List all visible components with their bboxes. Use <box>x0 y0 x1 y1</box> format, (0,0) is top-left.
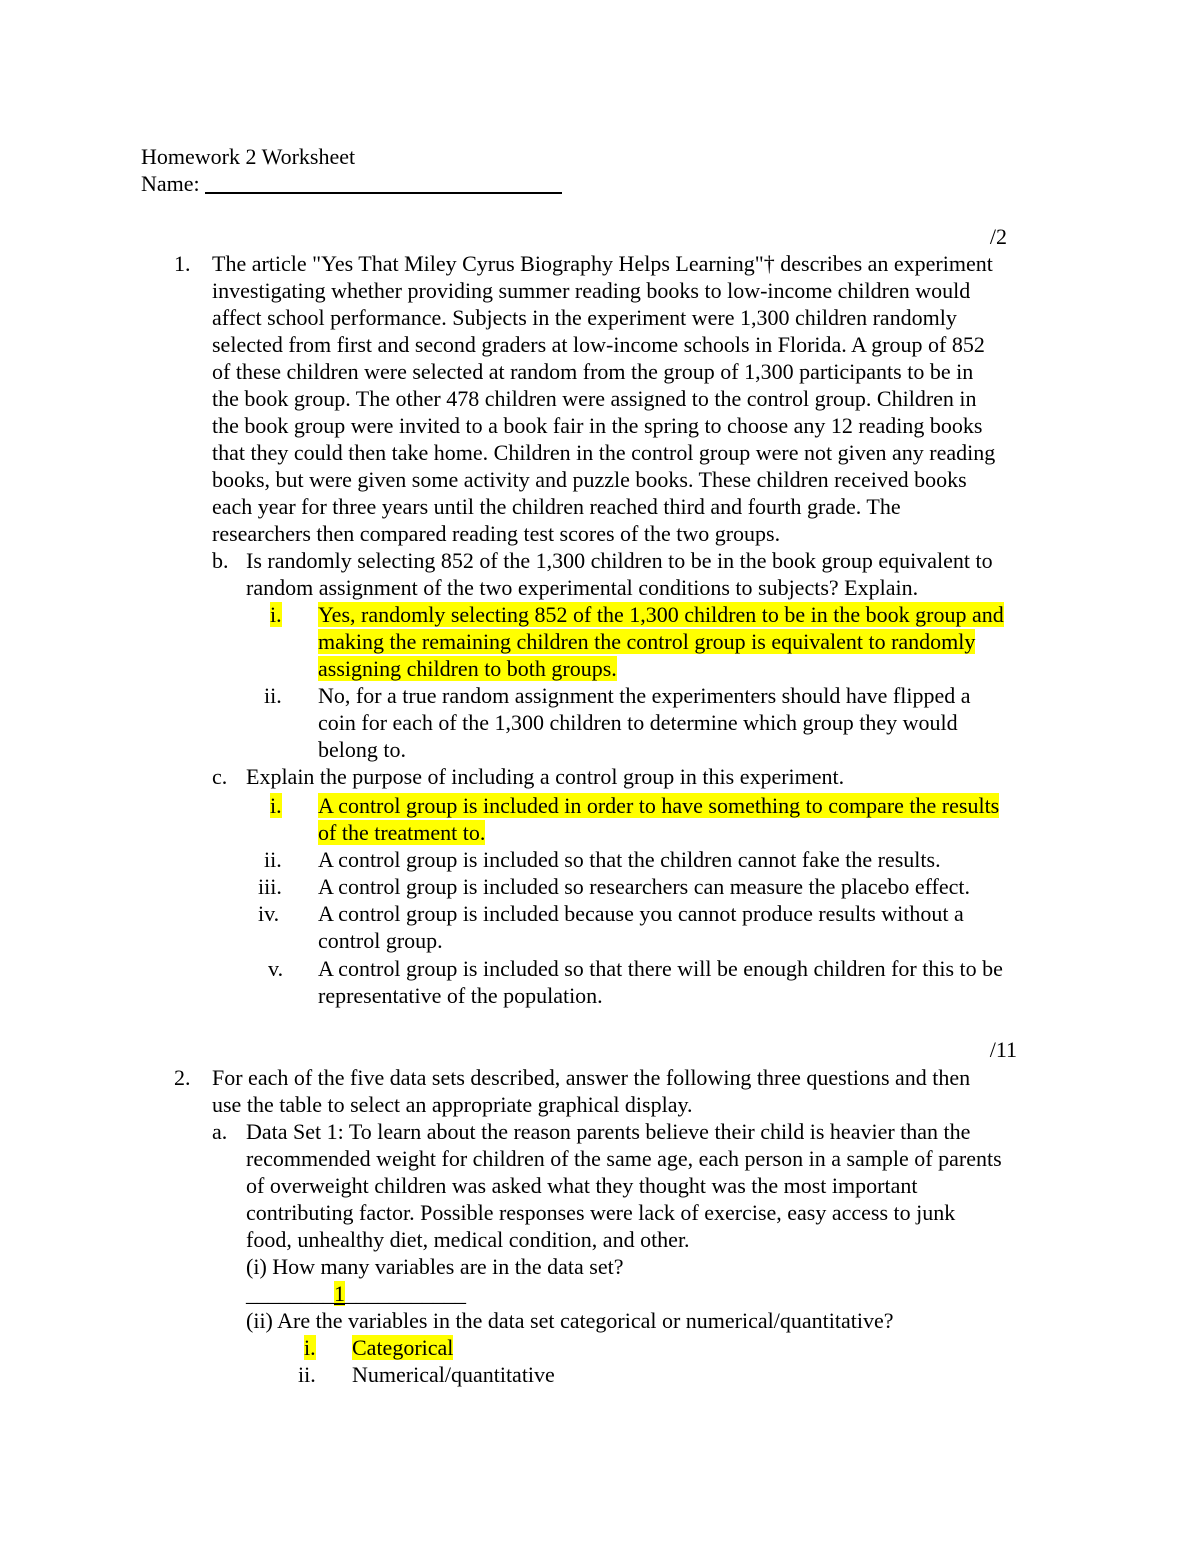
q2-points: /11 <box>989 1037 1017 1062</box>
q1-points: /2 <box>989 224 1007 249</box>
q2-number: 2. <box>174 1065 191 1090</box>
name-line <box>141 170 562 197</box>
q1b-question-line: Is randomly selecting 852 of the 1,300 children to be in the book group equivalent to <box>246 548 993 573</box>
q1b-question-line: random assignment of the two experimental conditions to subjects? Explain. <box>246 575 919 600</box>
option-marker: i. <box>304 1335 316 1360</box>
option-marker: ii. <box>264 683 282 708</box>
option-marker: ii. <box>264 847 282 872</box>
q2a-answer-value: 1 <box>334 1281 345 1306</box>
q1c-marker: c. <box>212 764 228 789</box>
option-marker: i. <box>270 793 282 818</box>
name-label: Name: <box>141 171 200 196</box>
option-marker: iv. <box>258 901 280 926</box>
q1-number: 1. <box>174 251 191 276</box>
q2a-answer-line[interactable]: ________1___________ <box>246 1281 466 1306</box>
option-marker: v. <box>268 956 284 981</box>
q2a-sub-question-i: (i) How many variables are in the data set? <box>246 1254 624 1279</box>
name-blank[interactable] <box>205 172 562 194</box>
worksheet-page: Homework 2 Worksheet Name: /2 1. The article "Yes That Miley Cyrus Biography Helps Learning"† describes an experiment investigating whether providing summer reading books to low-income children would affect school performance. Subjects in the experiment were 1,300 children randomly selected from first and second graders at low-income schools in Florida. A group of 852 of these children were selected at random from the group of 1,300 participants to be in the book group. The other 478 children were assigned to the control group. Children in the book group were invited to a book fair in the spring to choose any 12 reading books that they could then take home. Children in the control group were not given any reading books, but were given some activity and puzzle books. These children received books each year for three years until the children reached third and fourth grade. The researchers then compared reading test scores of the two groups. b. Is randomly selecting 852 of the 1,300 children to be in the book group equivalent to random assignment of the two experimental conditions to subjects? Explain. i. Yes, randomly selecting 852 of the 1,300 children to be in the book group and making the remaining children the control group is equivalent to randomly assigning children to both groups. ii. No, for a true random assignment the experimenters should have flipped a coin for each of the 1,300 children to determine which group they would belong to. c. Explain the purpose of including a control group in this experiment. i. A control group is included in order to have something to compare the results of the treatment to. ii. A control group is included so that the children cannot fake the results. iii. A control group is included so researchers can measure the placebo effect. iv. A control group is included because you cannot produce results without a control group. v. A control group is included so that there will be enough children for this to be representative of the population. /11 2. For each of the five data sets described, answer the following three questions and then use the table to select an appropriate graphical display. a. Data Set 1: To learn about the reason parents believe their child is heavier than the recommended weight for children of the same age, each person in a sample of parents of overweight children was asked what they thought was the most important contributing factor. Possible responses were lack of exercise, easy access to junk food, unhealthy diet, medical condition, and other. (i) How many variables are in the data set? ________1___________ (ii) Are the variables in the data set categorical or numerical/quantitative? i. Categorical ii. Numerical/quantitative <box>141 144 1017 1387</box>
q1c-question-line: Explain the purpose of including a control group in this experiment. <box>246 764 845 789</box>
option-marker: iii. <box>258 874 282 899</box>
q1b-marker: b. <box>212 548 229 573</box>
worksheet-title: Homework 2 Worksheet <box>141 144 356 169</box>
q2a-marker: a. <box>212 1119 228 1144</box>
option-marker: i. <box>270 602 282 627</box>
option-marker: ii. <box>298 1362 316 1387</box>
q2a-sub-question-ii: (ii) Are the variables in the data set categorical or numerical/quantitative? <box>246 1308 894 1333</box>
